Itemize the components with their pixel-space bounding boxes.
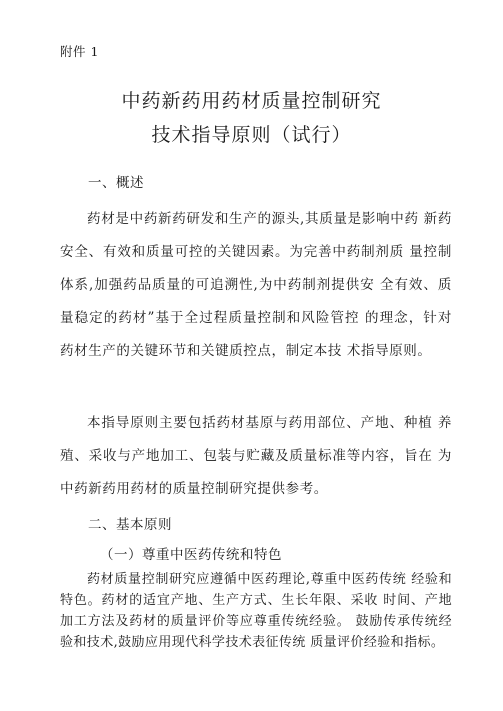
document-title-line-1: 中药新药用药材质量控制研究 xyxy=(121,90,382,112)
section-heading-overview: 一、概述 xyxy=(88,175,144,191)
attachment-label: 附件 1 xyxy=(60,44,99,59)
section-heading-principles: 二、基本原则 xyxy=(88,517,172,533)
subsection-heading-tradition: （一）尊重中医药传统和特色 xyxy=(100,547,282,563)
overview-paragraph-2: 本指导原则主要包括药材基原与药用部位、产地、种植 养殖、采收与产地加工、包装与贮藏及质量标准等内容，旨在 为中药新药用药材的质量控制研究提供参考。 xyxy=(60,415,452,497)
document-title-line-2: 技术指导原则（试行） xyxy=(151,124,352,146)
principles-paragraph-1: 药材质量控制研究应遵循中医药理论,尊重中医药传统 经验和特色。药材的适宜产地、生产方式、生长年限、采收 时间、产地加工方法及药材的质量评价等应尊重传统经验。 鼓励传承传统经验和技术,鼓励应用现代科学技术表征传统 质量评价经验和指标。 xyxy=(60,572,452,650)
overview-paragraph-1: 药材是中药新药研发和生产的源头,其质量是影响中药 新药安全、有效和质量可控的关键因素。为完善中药制剂质 量控制体系,加强药品质量的可追溯性,为中药制剂提供安 全有效、质量稳定的药材”基于全过程质量控制和风险管控 的理念，针对药材生产的关键环节和关键质控点，制定本技 术指导原则。 xyxy=(60,211,452,359)
